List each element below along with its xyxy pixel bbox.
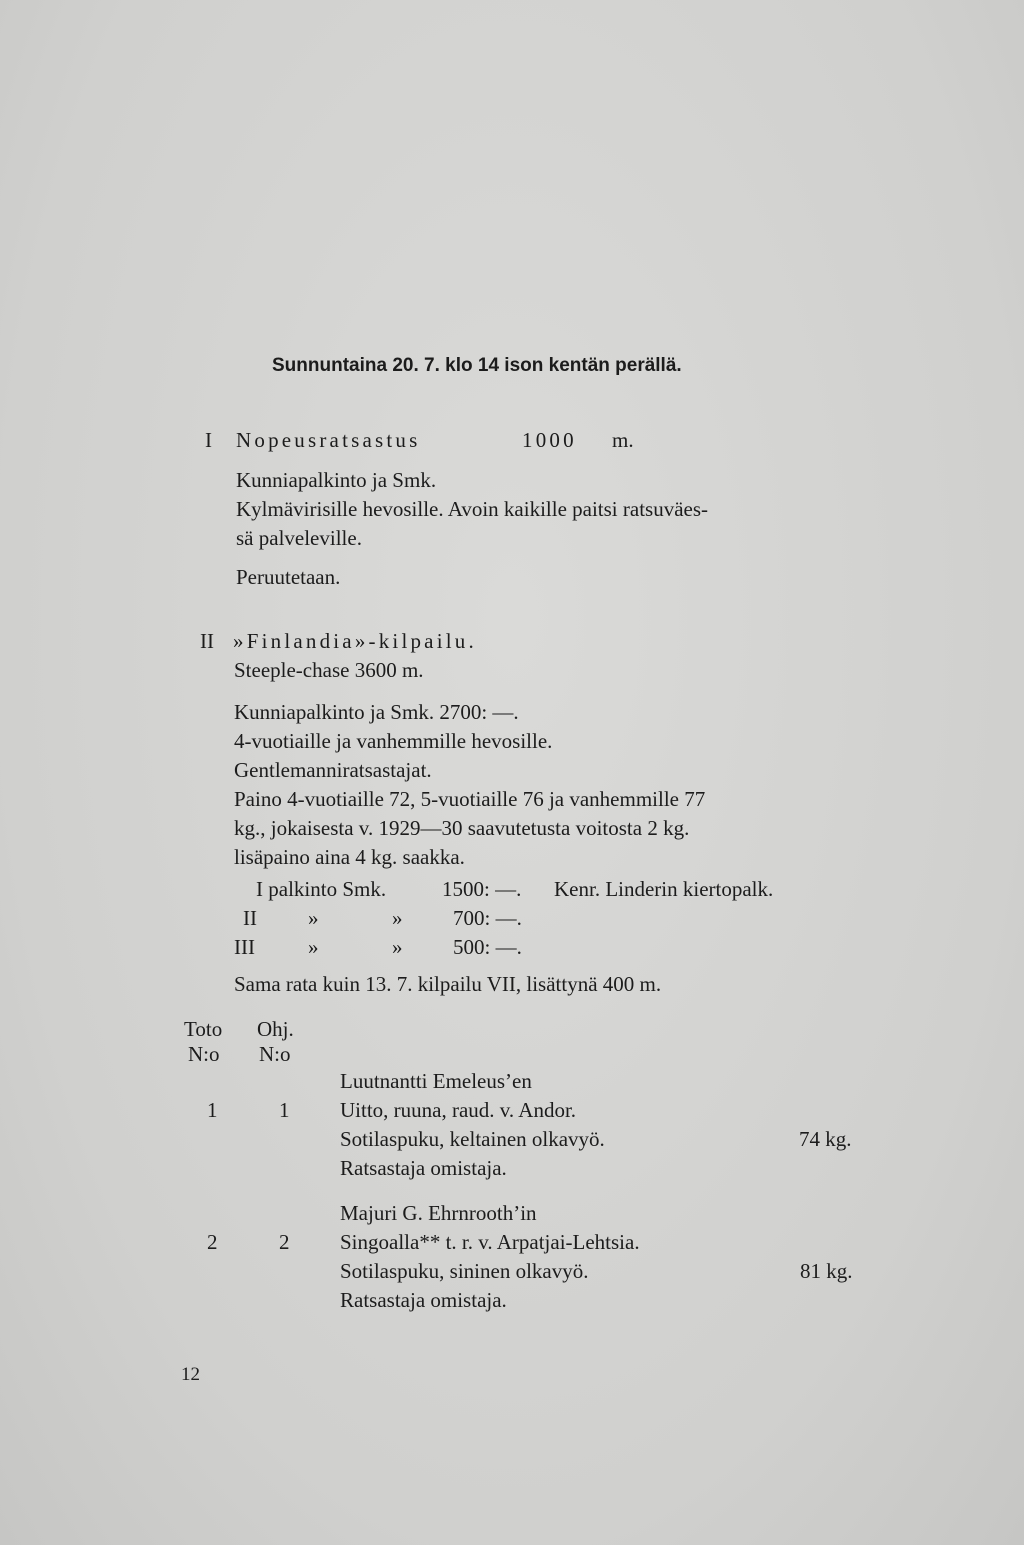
ditto-mark: »: [308, 906, 319, 930]
prize-place: II: [243, 906, 257, 930]
entry-toto: 1: [207, 1098, 218, 1122]
entry-weight: 81 kg.: [800, 1259, 853, 1283]
race1-title: Nopeusratsastus: [236, 428, 421, 452]
col-toto-no: N:o: [188, 1042, 220, 1066]
col-toto: Toto: [184, 1017, 223, 1041]
prize-amount: 1500: —.: [442, 877, 522, 901]
race2-line: Kunniapalkinto ja Smk. 2700: —.: [234, 700, 519, 724]
race2-line: Steeple-chase 3600 m.: [234, 658, 424, 682]
race2-line: 4-vuotiaille ja vanhemmille hevosille.: [234, 729, 553, 753]
race1-unit: m.: [612, 428, 634, 452]
entry-owner: Majuri G. Ehrnrooth’in: [340, 1201, 537, 1225]
race2-footer: Sama rata kuin 13. 7. kilpailu VII, lisättynä 400 m.: [234, 972, 662, 996]
entry-colors: Sotilaspuku, keltainen olkavyö.: [340, 1127, 605, 1151]
entry-horse: Uitto, ruuna, raud. v. Andor.: [340, 1098, 577, 1122]
prize-note: Kenr. Linderin kiertopalk.: [554, 877, 774, 901]
race1-line: Kylmävirisille hevosille. Avoin kaikille paitsi ratsuväes-: [236, 497, 709, 521]
prize-amount: 500: —.: [453, 935, 522, 959]
entry-ohj: 1: [279, 1098, 290, 1122]
ditto-mark: »: [392, 906, 403, 930]
entry-owner: Luutnantti Emeleus’en: [340, 1069, 532, 1093]
ditto-mark: »: [392, 935, 403, 959]
race2-title: »Finlandia»-kilpailu.: [233, 629, 477, 653]
race2-line: lisäpaino aina 4 kg. saakka.: [234, 845, 465, 869]
entry-toto: 2: [207, 1230, 218, 1254]
prize-place: III: [234, 935, 255, 959]
race2-line: kg., jokaisesta v. 1929—30 saavutetusta voitosta 2 kg.: [234, 816, 690, 840]
page-number: 12: [181, 1364, 200, 1385]
race1-line: Kunniapalkinto ja Smk.: [236, 468, 437, 492]
ditto-mark: »: [308, 935, 319, 959]
race2-numeral: II: [200, 629, 214, 653]
race1-line: sä palveleville.: [236, 526, 362, 550]
col-ohj-no: N:o: [259, 1042, 291, 1066]
race1-line: Peruutetaan.: [236, 565, 341, 589]
col-ohj: Ohj.: [257, 1017, 294, 1041]
race2-line: Gentlemanniratsastajat.: [234, 758, 432, 782]
entry-ohj: 2: [279, 1230, 290, 1254]
entry-horse: Singoalla** t. r. v. Arpatjai-Lehtsia.: [340, 1230, 640, 1254]
race1-numeral: I: [205, 428, 212, 452]
entry-rider: Ratsastaja omistaja.: [340, 1156, 507, 1180]
prize-place: I palkinto Smk.: [256, 877, 387, 901]
entry-rider: Ratsastaja omistaja.: [340, 1288, 507, 1312]
race2-line: Paino 4-vuotiaille 72, 5-vuotiaille 76 ja vanhemmille 77: [234, 787, 706, 811]
entry-weight: 74 kg.: [799, 1127, 852, 1151]
race1-distance: 1000: [522, 428, 577, 452]
page-heading: Sunnuntaina 20. 7. klo 14 ison kentän perällä.: [272, 355, 682, 376]
entry-colors: Sotilaspuku, sininen olkavyö.: [340, 1259, 589, 1283]
prize-amount: 700: —.: [453, 906, 522, 930]
